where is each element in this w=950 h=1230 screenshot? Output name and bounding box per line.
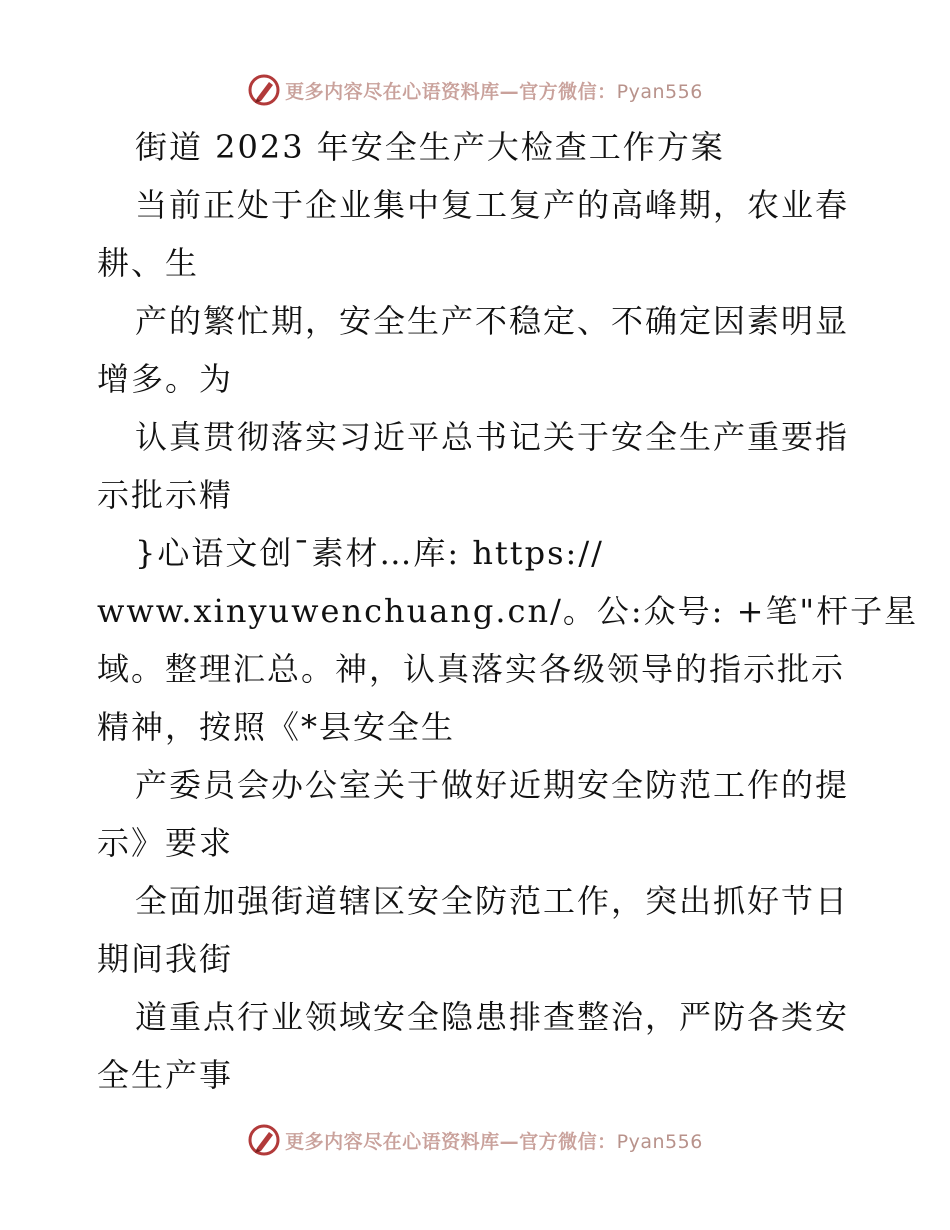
- paragraph-line: 产委员会办公室关于做好近期安全防范工作的提: [135, 766, 850, 804]
- footer-banner: [0, 1120, 950, 1160]
- wechat-id: Pyan556: [616, 1130, 703, 1153]
- pen-logo-icon: [247, 1123, 281, 1157]
- paragraph-line: 全面加强街道辖区安全防范工作，突出抓好节日: [135, 882, 850, 920]
- pen-logo-icon: [247, 73, 281, 107]
- paragraph-line: www.xinyuwenchuang.cn/。公:众号: +笔"杆子星: [97, 592, 919, 630]
- paragraph-line: }心语文创¯素材…库: https://: [135, 534, 604, 572]
- paragraph-line: 示》要求: [97, 824, 234, 862]
- document-title: 街道 2023 年安全生产大检查工作方案: [135, 128, 725, 166]
- wechat-id: Pyan556: [616, 80, 703, 103]
- paragraph-line: 当前正处于企业集中复工复产的高峰期，农业春: [135, 186, 850, 224]
- paragraph-line: 产的繁忙期，安全生产不稳定、不确定因素明显: [135, 302, 850, 340]
- paragraph-line: 期间我街: [97, 940, 234, 978]
- paragraph-line: 全生产事: [97, 1056, 234, 1094]
- document-body: [97, 118, 919, 1104]
- paragraph-line: 增多。为: [97, 360, 234, 398]
- banner-text: 更多内容尽在心语资料库—官方微信：Pyan556: [285, 80, 703, 103]
- paragraph-line: 精神，按照《*县安全生: [97, 708, 456, 746]
- paragraph-line: 耕、生: [97, 244, 200, 282]
- paragraph-line: 示批示精: [97, 476, 234, 514]
- paragraph-line: 道重点行业领域安全隐患排查整治，严防各类安: [135, 998, 850, 1036]
- paragraph-line: 认真贯彻落实习近平总书记关于安全生产重要指: [135, 418, 850, 456]
- paragraph-line: 域。整理汇总。神，认真落实各级领导的指示批示: [97, 650, 846, 688]
- banner-text: 更多内容尽在心语资料库—官方微信：Pyan556: [285, 1130, 703, 1153]
- header-banner: [0, 70, 950, 110]
